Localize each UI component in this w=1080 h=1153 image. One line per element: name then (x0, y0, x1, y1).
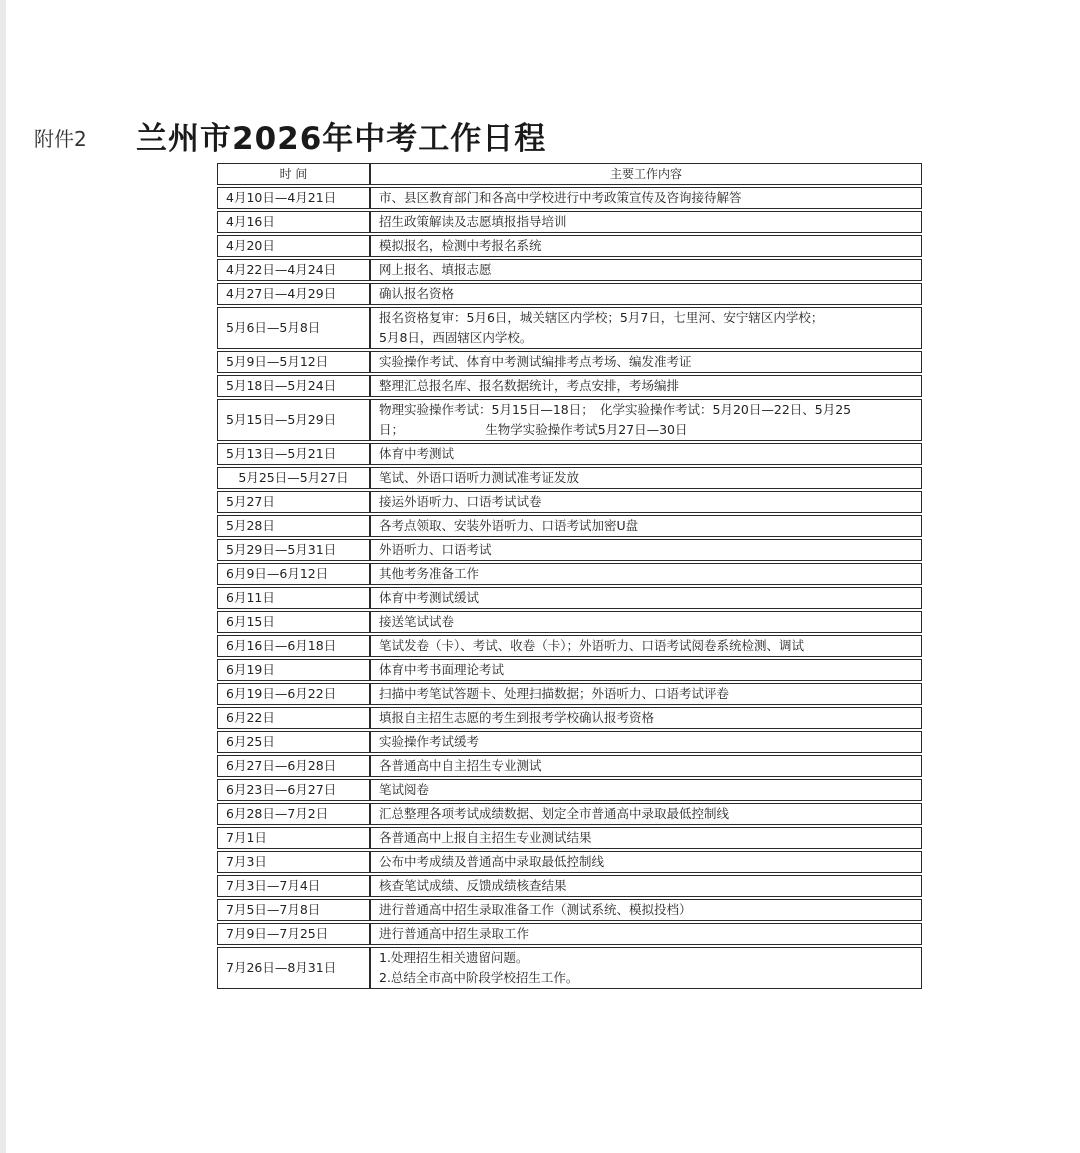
row-work: 核查笔试成绩、反馈成绩核查结果 (370, 875, 922, 897)
row-time: 5月13日—5月21日 (217, 443, 370, 465)
row-time: 4月16日 (217, 211, 370, 233)
header-work: 主要工作内容 (370, 163, 922, 185)
row-time: 6月23日—6月27日 (217, 779, 370, 801)
row-work: 体育中考测试 (370, 443, 922, 465)
table-row (217, 187, 922, 209)
row-work: 外语听力、口语考试 (370, 539, 922, 561)
table-row (217, 731, 922, 753)
row-time: 7月3日 (217, 851, 370, 873)
row-time: 7月9日—7月25日 (217, 923, 370, 945)
table-row (217, 563, 922, 585)
header-time: 时 间 (217, 163, 370, 185)
table-row (217, 467, 922, 489)
row-time: 5月25日—5月27日 (217, 467, 370, 489)
row-work: 招生政策解读及志愿填报指导培训 (370, 211, 922, 233)
table-row (217, 587, 922, 609)
row-work: 网上报名、填报志愿 (370, 259, 922, 281)
row-time: 4月27日—4月29日 (217, 283, 370, 305)
row-time: 6月27日—6月28日 (217, 755, 370, 777)
row-time: 6月25日 (217, 731, 370, 753)
row-time: 4月10日—4月21日 (217, 187, 370, 209)
row-work: 其他考务准备工作 (370, 563, 922, 585)
row-work: 扫描中考笔试答题卡、处理扫描数据；外语听力、口语考试评卷 (370, 683, 922, 705)
row-work (370, 399, 922, 441)
row-work-line: 物理实验操作考试：5月15日—18日； 化学实验操作考试：5月20日—22日、5月25 (379, 402, 852, 417)
table-row (217, 659, 922, 681)
table-row (217, 899, 922, 921)
row-work-line: 报名资格复审：5月6日，城关辖区内学校；5月7日，七里河、安宁辖区内学校； (379, 310, 824, 325)
row-time: 6月22日 (217, 707, 370, 729)
table-row (217, 707, 922, 729)
table-row (217, 947, 922, 989)
row-work: 各普通高中自主招生专业测试 (370, 755, 922, 777)
row-time: 4月20日 (217, 235, 370, 257)
row-work-line: 日； 生物学实验操作考试5月27日—30日 (379, 422, 688, 437)
row-work: 接运外语听力、口语考试试卷 (370, 491, 922, 513)
row-work: 接送笔试试卷 (370, 611, 922, 633)
row-work (370, 947, 922, 989)
row-work: 进行普通高中招生录取准备工作（测试系统、模拟投档） (370, 899, 922, 921)
table-row (217, 803, 922, 825)
table-row (217, 443, 922, 465)
row-time: 7月3日—7月4日 (217, 875, 370, 897)
table-row (217, 211, 922, 233)
table-row (217, 351, 922, 373)
row-work: 各普通高中上报自主招生专业测试结果 (370, 827, 922, 849)
row-time: 5月27日 (217, 491, 370, 513)
table-row (217, 779, 922, 801)
table-row (217, 635, 922, 657)
table-row (217, 755, 922, 777)
row-work (370, 307, 922, 349)
table-row (217, 539, 922, 561)
table-row (217, 827, 922, 849)
row-time: 6月11日 (217, 587, 370, 609)
row-work: 整理汇总报名库、报名数据统计，考点安排，考场编排 (370, 375, 922, 397)
row-work: 各考点领取、安装外语听力、口语考试加密U盘 (370, 515, 922, 537)
row-work-line: 1.处理招生相关遗留问题。 (379, 950, 529, 965)
row-time: 5月28日 (217, 515, 370, 537)
schedule-table (217, 161, 922, 991)
table-row (217, 683, 922, 705)
row-time: 6月9日—6月12日 (217, 563, 370, 585)
row-work: 体育中考测试缓试 (370, 587, 922, 609)
row-time: 5月6日—5月8日 (217, 307, 370, 349)
table-row (217, 515, 922, 537)
row-time: 7月26日—8月31日 (217, 947, 370, 989)
row-time: 6月16日—6月18日 (217, 635, 370, 657)
table-row (217, 399, 922, 441)
row-work: 实验操作考试、体育中考测试编排考点考场、编发准考证 (370, 351, 922, 373)
row-time: 7月1日 (217, 827, 370, 849)
row-time: 6月15日 (217, 611, 370, 633)
row-work: 体育中考书面理论考试 (370, 659, 922, 681)
row-work: 笔试阅卷 (370, 779, 922, 801)
row-time: 6月28日—7月2日 (217, 803, 370, 825)
row-time: 5月18日—5月24日 (217, 375, 370, 397)
table-row (217, 875, 922, 897)
row-work: 确认报名资格 (370, 283, 922, 305)
row-work: 进行普通高中招生录取工作 (370, 923, 922, 945)
page-title: 兰州市2026年中考工作日程 (136, 121, 547, 157)
row-time: 6月19日 (217, 659, 370, 681)
table-row (217, 851, 922, 873)
row-time: 6月19日—6月22日 (217, 683, 370, 705)
page-edge (0, 0, 6, 1153)
row-work: 实验操作考试缓考 (370, 731, 922, 753)
row-work: 填报自主招生志愿的考生到报考学校确认报考资格 (370, 707, 922, 729)
row-work: 汇总整理各项考试成绩数据、划定全市普通高中录取最低控制线 (370, 803, 922, 825)
row-work: 笔试发卷（卡）、考试、收卷（卡）；外语听力、口语考试阅卷系统检测、调试 (370, 635, 922, 657)
table-row (217, 283, 922, 305)
table-row (217, 235, 922, 257)
table-row (217, 923, 922, 945)
table-row (217, 611, 922, 633)
row-work: 市、县区教育部门和各高中学校进行中考政策宣传及咨询接待解答 (370, 187, 922, 209)
row-work: 模拟报名，检测中考报名系统 (370, 235, 922, 257)
row-work-line: 5月8日，西固辖区内学校。 (379, 330, 533, 345)
row-time: 5月9日—5月12日 (217, 351, 370, 373)
row-time: 5月29日—5月31日 (217, 539, 370, 561)
attachment-label: 附件2 (34, 127, 87, 151)
row-work: 公布中考成绩及普通高中录取最低控制线 (370, 851, 922, 873)
table-header-row (217, 163, 922, 185)
row-time: 5月15日—5月29日 (217, 399, 370, 441)
table-row (217, 375, 922, 397)
row-time: 7月5日—7月8日 (217, 899, 370, 921)
row-work: 笔试、外语口语听力测试准考证发放 (370, 467, 922, 489)
row-time: 4月22日—4月24日 (217, 259, 370, 281)
table-row (217, 491, 922, 513)
row-work-line: 2.总结全市高中阶段学校招生工作。 (379, 970, 579, 985)
table-row (217, 259, 922, 281)
table-row (217, 307, 922, 349)
